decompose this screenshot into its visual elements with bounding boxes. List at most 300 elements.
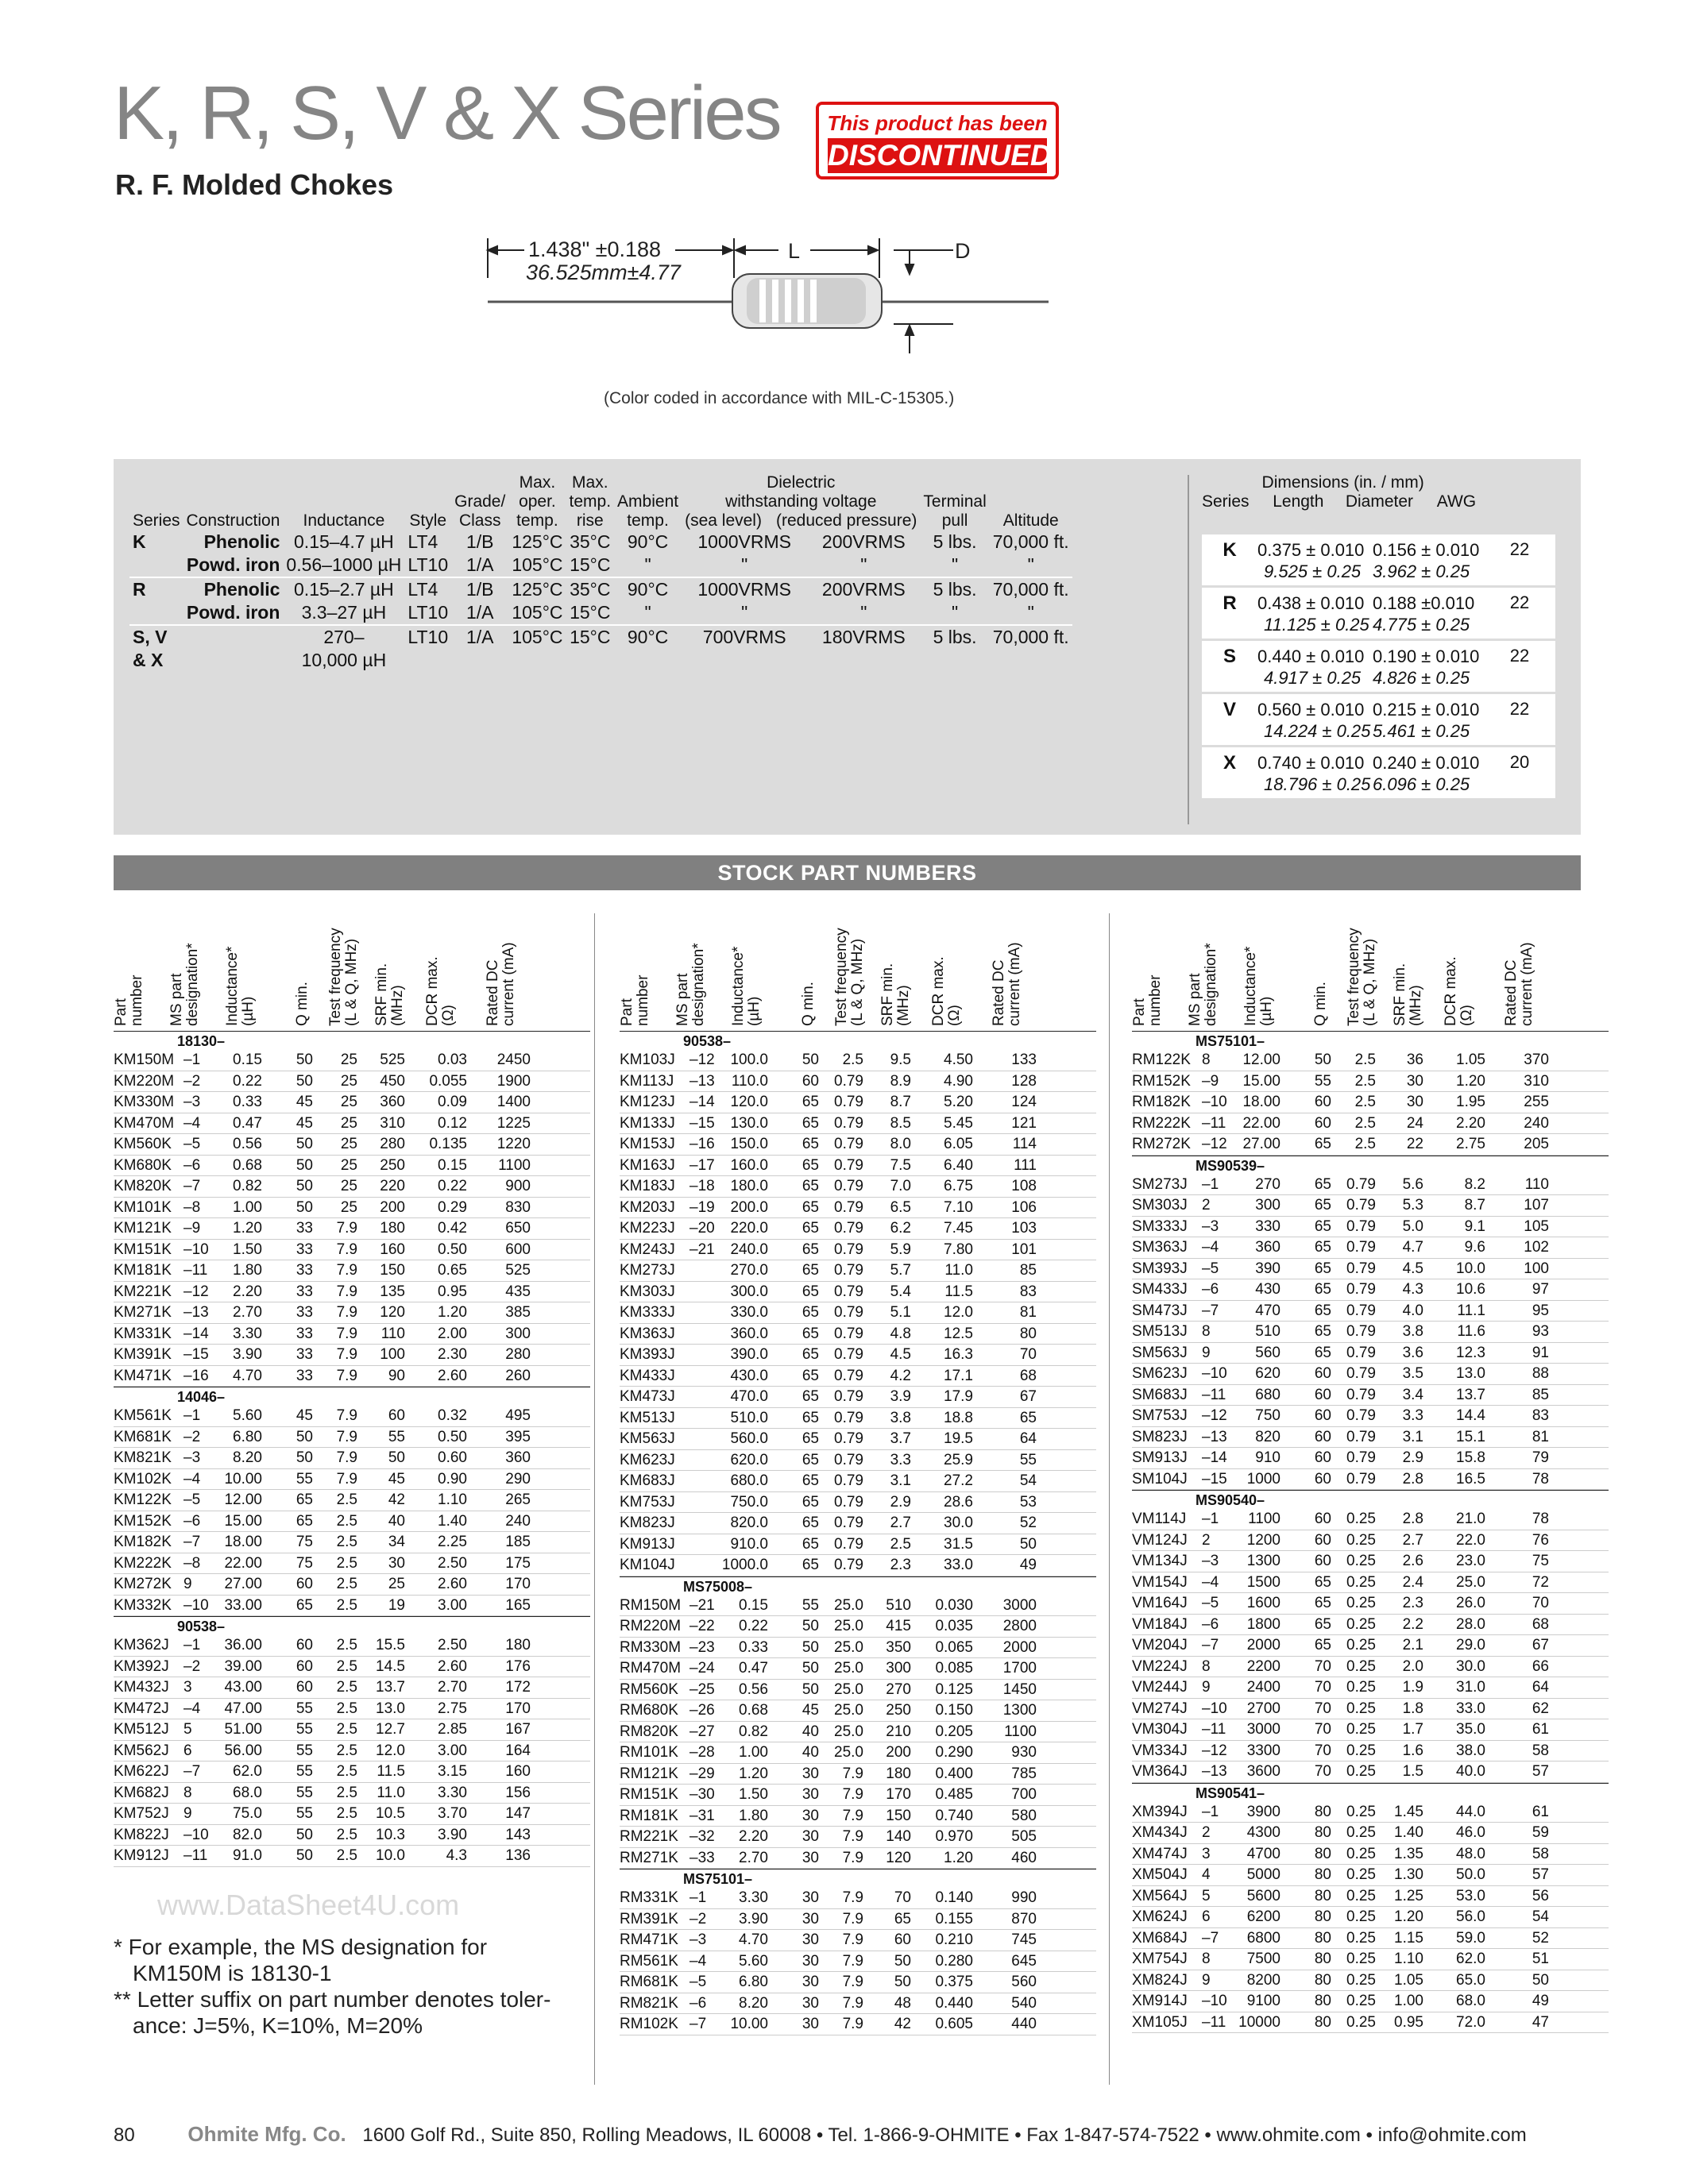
spec-cell xyxy=(129,554,183,577)
test-frequency: 25.0 xyxy=(834,1723,863,1740)
part-number: RM470M xyxy=(620,1660,682,1677)
dcr-max: 10.0 xyxy=(1456,1260,1485,1277)
table-row xyxy=(114,1741,590,1762)
inductance: 470.0 xyxy=(730,1388,768,1405)
test-frequency: 7.9 xyxy=(336,1283,357,1300)
part-number: KM822J xyxy=(114,1826,169,1843)
spec-cell: 35°C xyxy=(570,531,611,552)
inductance: 120.0 xyxy=(730,1094,768,1110)
q-min: 65 xyxy=(1314,1637,1331,1653)
dcr-max: 53.0 xyxy=(1456,1887,1485,1904)
stock-column-header xyxy=(620,913,1096,1031)
q-min: 60 xyxy=(1314,1094,1331,1110)
part-number: RM182K xyxy=(1132,1094,1191,1110)
ms-designation: 2 xyxy=(1202,1197,1211,1214)
q-min: 65 xyxy=(802,1178,819,1194)
inductance: 12.00 xyxy=(224,1491,262,1508)
part-number: SM363J xyxy=(1132,1239,1188,1256)
rated-current: 56 xyxy=(1532,1887,1549,1904)
spec-cell: 3.3–27 µH xyxy=(301,602,387,623)
part-number: SM393J xyxy=(1132,1260,1188,1277)
table-row xyxy=(620,1930,1096,1951)
table-row xyxy=(620,1909,1096,1931)
table-row xyxy=(620,1113,1096,1135)
srf-min: 3.4 xyxy=(1402,1386,1423,1403)
company-address: 1600 Golf Rd., Suite 850, Rolling Meadows, IL 60008 • Tel. 1-866-9-OHMITE • Fax 1-847-574-7522 • www.ohmite.com • info@ohmite.com xyxy=(362,2124,1527,2146)
test-frequency: 0.79 xyxy=(834,1346,863,1363)
test-frequency: 2.5 xyxy=(336,1679,357,1696)
q-min: 75 xyxy=(295,1534,313,1550)
ms-designation: –7 xyxy=(1202,1302,1219,1319)
inductance: 1300 xyxy=(1246,1553,1280,1569)
ms-designation: –10 xyxy=(183,1241,209,1258)
spec-cell: 1000VRMS xyxy=(682,577,807,601)
spec-cell: " xyxy=(741,554,748,575)
inductance: 0.15 xyxy=(739,1596,768,1614)
ms-designation: –3 xyxy=(689,1931,707,1948)
q-min: 33 xyxy=(295,1304,313,1321)
dim-diameter-in: 0.188 ±0.010 xyxy=(1373,593,1475,613)
table-row xyxy=(620,1680,1096,1701)
ms-designation: –16 xyxy=(183,1367,209,1384)
ms-designation: –6 xyxy=(689,1994,707,2012)
q-min: 50 xyxy=(295,1198,313,1216)
inductance: 2200 xyxy=(1246,1657,1280,1675)
table-row xyxy=(114,1677,590,1699)
dcr-max: 56.0 xyxy=(1456,1908,1485,1925)
col-header-dcr-max: DCR max. (Ω) xyxy=(930,956,963,1026)
ms-designation xyxy=(683,1324,719,1345)
test-frequency: 2.5 xyxy=(336,1576,357,1592)
col-header-dcr-max: DCR max. (Ω) xyxy=(424,956,457,1026)
dcr-max: 12.5 xyxy=(944,1325,973,1342)
rated-current: 147 xyxy=(505,1805,531,1822)
spec-cell: Powd. iron xyxy=(186,602,280,623)
rated-current: 57 xyxy=(1532,1866,1549,1883)
test-frequency: 0.79 xyxy=(834,1451,863,1468)
dcr-max: 28.0 xyxy=(1456,1615,1485,1633)
table-row xyxy=(620,1534,1096,1556)
dim-diameter-mm: 6.096 ± 0.25 xyxy=(1373,774,1470,794)
rated-current: 3000 xyxy=(1002,1596,1037,1614)
q-min: 50 xyxy=(295,1156,313,1174)
q-min: 60 xyxy=(1314,1531,1331,1549)
table-row xyxy=(1132,1322,1609,1343)
q-min: 60 xyxy=(1314,1511,1331,1527)
test-frequency: 0.79 xyxy=(834,1409,863,1426)
rated-current: 165 xyxy=(505,1596,531,1614)
dim-length xyxy=(1257,752,1373,798)
dcr-max: 0.740 xyxy=(935,1807,973,1824)
table-row xyxy=(1132,1509,1609,1530)
dcr-max: 0.29 xyxy=(438,1198,467,1216)
rated-current: 66 xyxy=(1532,1657,1549,1675)
part-number: KM683J xyxy=(620,1472,675,1489)
inductance: 2.20 xyxy=(233,1283,262,1300)
spec-h-sealevel: (sea level) xyxy=(685,511,762,530)
dcr-max: 0.155 xyxy=(935,1910,973,1927)
q-min: 30 xyxy=(802,1807,819,1824)
inductance: 1.20 xyxy=(739,1765,768,1782)
inductance: 27.00 xyxy=(1242,1136,1280,1152)
color-code-note: (Color coded in accordance with MIL-C-15305.) xyxy=(604,389,955,407)
ms-designation: –4 xyxy=(183,1700,201,1717)
q-min: 60 xyxy=(295,1637,313,1653)
srf-min: 2.8 xyxy=(1402,1511,1423,1527)
test-frequency: 0.79 xyxy=(1346,1260,1376,1277)
q-min: 50 xyxy=(295,1051,313,1068)
dcr-max: 15.8 xyxy=(1456,1449,1485,1466)
dcr-max: 48.0 xyxy=(1456,1845,1485,1862)
inductance: 47.00 xyxy=(224,1700,262,1717)
dcr-max: 30.0 xyxy=(944,1515,973,1531)
q-min: 75 xyxy=(295,1554,313,1572)
srf-min: 200 xyxy=(380,1198,405,1216)
q-min: 30 xyxy=(802,1974,819,1990)
q-min: 60 xyxy=(1314,1428,1331,1445)
part-number: KM163J xyxy=(620,1156,675,1174)
inductance: 560 xyxy=(1255,1344,1280,1361)
rated-current: 700 xyxy=(1011,1786,1037,1803)
dcr-max: 5.45 xyxy=(944,1114,973,1132)
dcr-max: 9.1 xyxy=(1464,1217,1485,1235)
srf-min: 50 xyxy=(894,1952,911,1970)
q-min: 50 xyxy=(802,1618,819,1634)
part-number: KM221K xyxy=(114,1283,172,1300)
part-number: KM393J xyxy=(620,1346,675,1363)
q-min: 45 xyxy=(295,1094,313,1110)
part-number: KM123J xyxy=(620,1094,675,1110)
inductance: 0.22 xyxy=(233,1072,262,1090)
dcr-max: 0.485 xyxy=(935,1786,973,1803)
inductance: 0.33 xyxy=(739,1638,768,1656)
ms-designation: –1 xyxy=(1202,1803,1219,1820)
q-min: 70 xyxy=(1314,1763,1331,1780)
q-min: 30 xyxy=(802,2016,819,2032)
dcr-max: 21.0 xyxy=(1456,1511,1485,1527)
col-header-test-frequency: Test frequency (L & Q, MHz) xyxy=(833,928,866,1026)
inductance: 680.0 xyxy=(730,1472,768,1489)
inductance: 5.60 xyxy=(233,1407,262,1424)
dcr-max: 40.0 xyxy=(1456,1763,1485,1780)
dim-diameter xyxy=(1373,752,1488,798)
srf-min: 150 xyxy=(380,1262,405,1279)
table-row xyxy=(114,1406,590,1427)
part-number: KM153J xyxy=(620,1136,675,1152)
test-frequency: 0.79 xyxy=(1346,1386,1376,1403)
rated-current: 265 xyxy=(505,1491,531,1508)
dcr-max: 0.22 xyxy=(438,1178,467,1194)
table-row xyxy=(620,1134,1096,1156)
table-row xyxy=(620,1176,1096,1198)
inductance: 6.80 xyxy=(233,1428,262,1445)
ms-designation: –11 xyxy=(1202,1114,1226,1132)
table-row xyxy=(114,1574,590,1596)
srf-min: 450 xyxy=(380,1072,405,1090)
test-frequency: 0.79 xyxy=(1346,1217,1376,1235)
ms-designation: –1 xyxy=(689,1889,707,1906)
srf-min: 1.45 xyxy=(1394,1803,1423,1820)
test-frequency: 2.5 xyxy=(336,1512,357,1530)
srf-min: 5.3 xyxy=(1402,1197,1423,1214)
inductance: 620 xyxy=(1255,1365,1280,1382)
test-frequency: 25 xyxy=(340,1136,357,1152)
inductance: 1.00 xyxy=(739,1744,768,1761)
table-row xyxy=(1132,1343,1609,1364)
rated-current: 110 xyxy=(1524,1175,1549,1193)
inductance: 1200 xyxy=(1246,1531,1280,1549)
ms-designation: 2 xyxy=(1202,1824,1211,1841)
spec-cell: " xyxy=(860,554,867,575)
rated-current: 81 xyxy=(1019,1304,1037,1321)
dcr-max: 12.3 xyxy=(1456,1344,1485,1361)
page-subtitle: R. F. Molded Chokes xyxy=(115,168,394,201)
spec-cell: & X xyxy=(133,650,164,670)
table-row xyxy=(1132,1279,1609,1301)
rated-current: 2800 xyxy=(1002,1618,1037,1634)
test-frequency: 2.5 xyxy=(1354,1072,1376,1090)
srf-min: 5.9 xyxy=(890,1241,911,1258)
test-frequency: 2.5 xyxy=(1354,1136,1376,1152)
rated-current: 830 xyxy=(505,1198,531,1216)
ms-designation: –5 xyxy=(183,1136,201,1152)
srf-min: 3.1 xyxy=(1402,1428,1423,1445)
q-min: 80 xyxy=(1314,1971,1331,1989)
q-min: 65 xyxy=(295,1596,313,1614)
ms-designation: 8 xyxy=(1202,1657,1211,1675)
table-row xyxy=(620,1972,1096,1993)
spec-cell: 1/A xyxy=(465,554,494,575)
table-row xyxy=(620,1050,1096,1071)
inductance: 43.00 xyxy=(224,1679,262,1696)
spec-cell xyxy=(183,625,284,649)
rated-current: 85 xyxy=(1019,1262,1037,1279)
rated-current: 870 xyxy=(1011,1910,1037,1927)
test-frequency: 0.79 xyxy=(834,1156,863,1174)
q-min: 50 xyxy=(802,1660,819,1677)
table-row xyxy=(114,1134,590,1156)
inductance: 220.0 xyxy=(730,1220,768,1237)
dcr-max: 3.00 xyxy=(438,1742,467,1759)
discontinued-stamp xyxy=(816,102,1059,179)
part-number: KM102K xyxy=(114,1470,172,1488)
test-frequency: 7.9 xyxy=(842,1931,863,1948)
inductance: 910.0 xyxy=(730,1535,768,1553)
rated-current: 176 xyxy=(505,1657,531,1675)
srf-min: 14.5 xyxy=(376,1657,405,1675)
q-min: 50 xyxy=(295,1847,313,1864)
q-min: 65 xyxy=(1314,1344,1331,1361)
inductance: 620.0 xyxy=(730,1451,768,1468)
table-row xyxy=(1132,1657,1609,1678)
rated-current: 495 xyxy=(505,1407,531,1424)
col-header-rated-current: Rated DC current (mA) xyxy=(991,942,1023,1026)
group-header: 18130– xyxy=(114,1031,590,1050)
q-min: 70 xyxy=(1314,1721,1331,1738)
spec-cell: 5 lbs. xyxy=(920,625,989,649)
dim-diameter-in: 0.156 ± 0.010 xyxy=(1373,540,1480,560)
rated-current: 91 xyxy=(1532,1344,1549,1361)
rated-current: 65 xyxy=(1019,1409,1037,1426)
srf-min: 280 xyxy=(380,1136,405,1152)
part-number: SM273J xyxy=(1132,1175,1188,1193)
inductance: 180.0 xyxy=(730,1178,768,1194)
ms-designation: –11 xyxy=(1202,2013,1226,2031)
part-number: KM560K xyxy=(114,1136,172,1152)
ms-designation: 3 xyxy=(1202,1845,1211,1862)
q-min: 60 xyxy=(295,1576,313,1592)
ms-designation xyxy=(683,1492,719,1513)
dcr-max: 0.50 xyxy=(438,1428,467,1445)
ms-designation xyxy=(683,1260,719,1281)
srf-min: 300 xyxy=(886,1660,911,1677)
test-frequency: 0.25 xyxy=(1346,1887,1376,1904)
q-min: 50 xyxy=(802,1638,819,1656)
inductance: 62.0 xyxy=(233,1763,262,1780)
q-min: 50 xyxy=(295,1826,313,1843)
q-min: 60 xyxy=(1314,1470,1331,1488)
dcr-max: 2.85 xyxy=(438,1721,467,1738)
dcr-max: 38.0 xyxy=(1456,1742,1485,1759)
test-frequency: 0.79 xyxy=(834,1304,863,1321)
table-row xyxy=(1132,1907,1609,1928)
srf-min: 1.7 xyxy=(1402,1721,1423,1738)
spec-cell: 1/A xyxy=(465,602,494,623)
rated-current: 114 xyxy=(1012,1136,1037,1152)
table-row xyxy=(1132,1071,1609,1093)
test-frequency: 0.79 xyxy=(834,1283,863,1300)
table-row xyxy=(114,1218,590,1240)
q-min: 65 xyxy=(802,1535,819,1553)
table-row xyxy=(620,1616,1096,1638)
rated-current: 310 xyxy=(1524,1072,1549,1090)
table-row xyxy=(1132,1448,1609,1469)
rated-current: 121 xyxy=(1011,1114,1037,1132)
test-frequency: 7.9 xyxy=(336,1367,357,1384)
ms-designation: –10 xyxy=(1202,1993,1227,2009)
table-row xyxy=(1132,1761,1609,1783)
inductance: 10.00 xyxy=(730,2016,768,2032)
inductance: 820.0 xyxy=(730,1515,768,1531)
rated-current: 105 xyxy=(1524,1217,1549,1235)
spec-cell: K xyxy=(133,531,146,552)
part-number: KM681K xyxy=(114,1428,172,1445)
dcr-max: 23.0 xyxy=(1456,1553,1485,1569)
inductance: 1000 xyxy=(1246,1470,1280,1488)
test-frequency: 0.25 xyxy=(1346,1657,1376,1675)
table-row xyxy=(1132,1928,1609,1950)
test-frequency: 7.9 xyxy=(842,1974,863,1990)
ms-designation: –30 xyxy=(689,1786,715,1803)
ms-designation: –23 xyxy=(689,1638,715,1656)
part-number: KM151K xyxy=(114,1241,172,1258)
dcr-max: 28.6 xyxy=(944,1493,973,1511)
dcr-max: 2.60 xyxy=(438,1657,467,1675)
ms-designation: –3 xyxy=(1202,1217,1219,1235)
rated-current: 50 xyxy=(1019,1535,1037,1553)
ms-designation: –14 xyxy=(183,1325,209,1342)
rated-current: 525 xyxy=(505,1262,531,1279)
spec-cell xyxy=(129,601,183,625)
spec-cell: 105°C xyxy=(512,554,563,575)
spec-h-reduced: (reduced pressure) xyxy=(775,511,917,530)
rated-current: 1700 xyxy=(1002,1660,1037,1677)
dim-length-mm: 14.224 ± 0.25 xyxy=(1264,721,1371,741)
dim-row xyxy=(1202,641,1555,694)
ms-designation: –1 xyxy=(1202,1175,1219,1193)
group-header: MS90540– xyxy=(1132,1490,1609,1509)
test-frequency: 0.79 xyxy=(1346,1365,1376,1382)
ms-designation: –11 xyxy=(183,1262,208,1279)
inductance: 5.60 xyxy=(739,1952,768,1970)
srf-min: 180 xyxy=(886,1765,911,1782)
dcr-max: 72.0 xyxy=(1456,2013,1485,2031)
table-row xyxy=(114,1825,590,1846)
rated-current: 70 xyxy=(1019,1346,1037,1363)
table-row xyxy=(1132,1092,1609,1113)
test-frequency: 7.9 xyxy=(842,1952,863,1970)
test-frequency: 0.79 xyxy=(834,1136,863,1152)
srf-min: 2.7 xyxy=(1402,1531,1423,1549)
srf-min: 2.9 xyxy=(1402,1449,1423,1466)
srf-min: 110 xyxy=(380,1325,405,1342)
rated-current: 80 xyxy=(1019,1325,1037,1342)
ms-designation: –9 xyxy=(1202,1072,1219,1090)
ms-designation: 8 xyxy=(1202,1323,1211,1340)
col-header-test-frequency: Test frequency (L & Q, MHz) xyxy=(327,928,360,1026)
table-row xyxy=(620,1827,1096,1848)
rated-current: 900 xyxy=(505,1178,531,1194)
ms-designation: 9 xyxy=(1202,1344,1211,1361)
srf-min: 13.7 xyxy=(376,1679,405,1696)
part-number: KM332K xyxy=(114,1596,172,1614)
col-header-ms-designation: MS part designation* xyxy=(674,943,707,1026)
test-frequency: 7.9 xyxy=(842,1889,863,1906)
q-min: 30 xyxy=(802,1952,819,1970)
rated-current: 505 xyxy=(1011,1828,1037,1845)
spec-cell xyxy=(807,649,920,672)
test-frequency: 25 xyxy=(340,1072,357,1090)
q-min: 80 xyxy=(1314,1866,1331,1883)
part-number: RM330M xyxy=(620,1638,682,1656)
srf-min: 120 xyxy=(886,1849,911,1866)
table-row xyxy=(114,1345,590,1366)
spec-cell: 200VRMS xyxy=(807,577,920,601)
part-number: KM470M xyxy=(114,1114,175,1132)
test-frequency: 25.0 xyxy=(834,1638,863,1656)
q-min: 60 xyxy=(1314,1449,1331,1466)
dcr-max: 33.0 xyxy=(944,1557,973,1573)
spec-row xyxy=(129,554,1072,577)
table-row xyxy=(114,1092,590,1113)
part-number: RM102K xyxy=(620,2016,678,2032)
q-min: 80 xyxy=(1314,1824,1331,1841)
test-frequency: 7.9 xyxy=(336,1262,357,1279)
ms-designation: –25 xyxy=(689,1680,715,1698)
part-number: RM820K xyxy=(620,1723,678,1740)
column-divider xyxy=(1109,913,1110,2085)
spec-row xyxy=(129,625,1072,649)
part-number: VM154J xyxy=(1132,1573,1188,1591)
part-number: RM152K xyxy=(1132,1072,1191,1090)
test-frequency: 25.0 xyxy=(834,1744,863,1761)
srf-min: 70 xyxy=(894,1889,911,1906)
dcr-max: 0.135 xyxy=(429,1136,467,1152)
table-row xyxy=(1132,1991,1609,2012)
q-min: 33 xyxy=(295,1367,313,1384)
test-frequency: 0.79 xyxy=(1346,1197,1376,1214)
ms-designation xyxy=(683,1534,719,1555)
